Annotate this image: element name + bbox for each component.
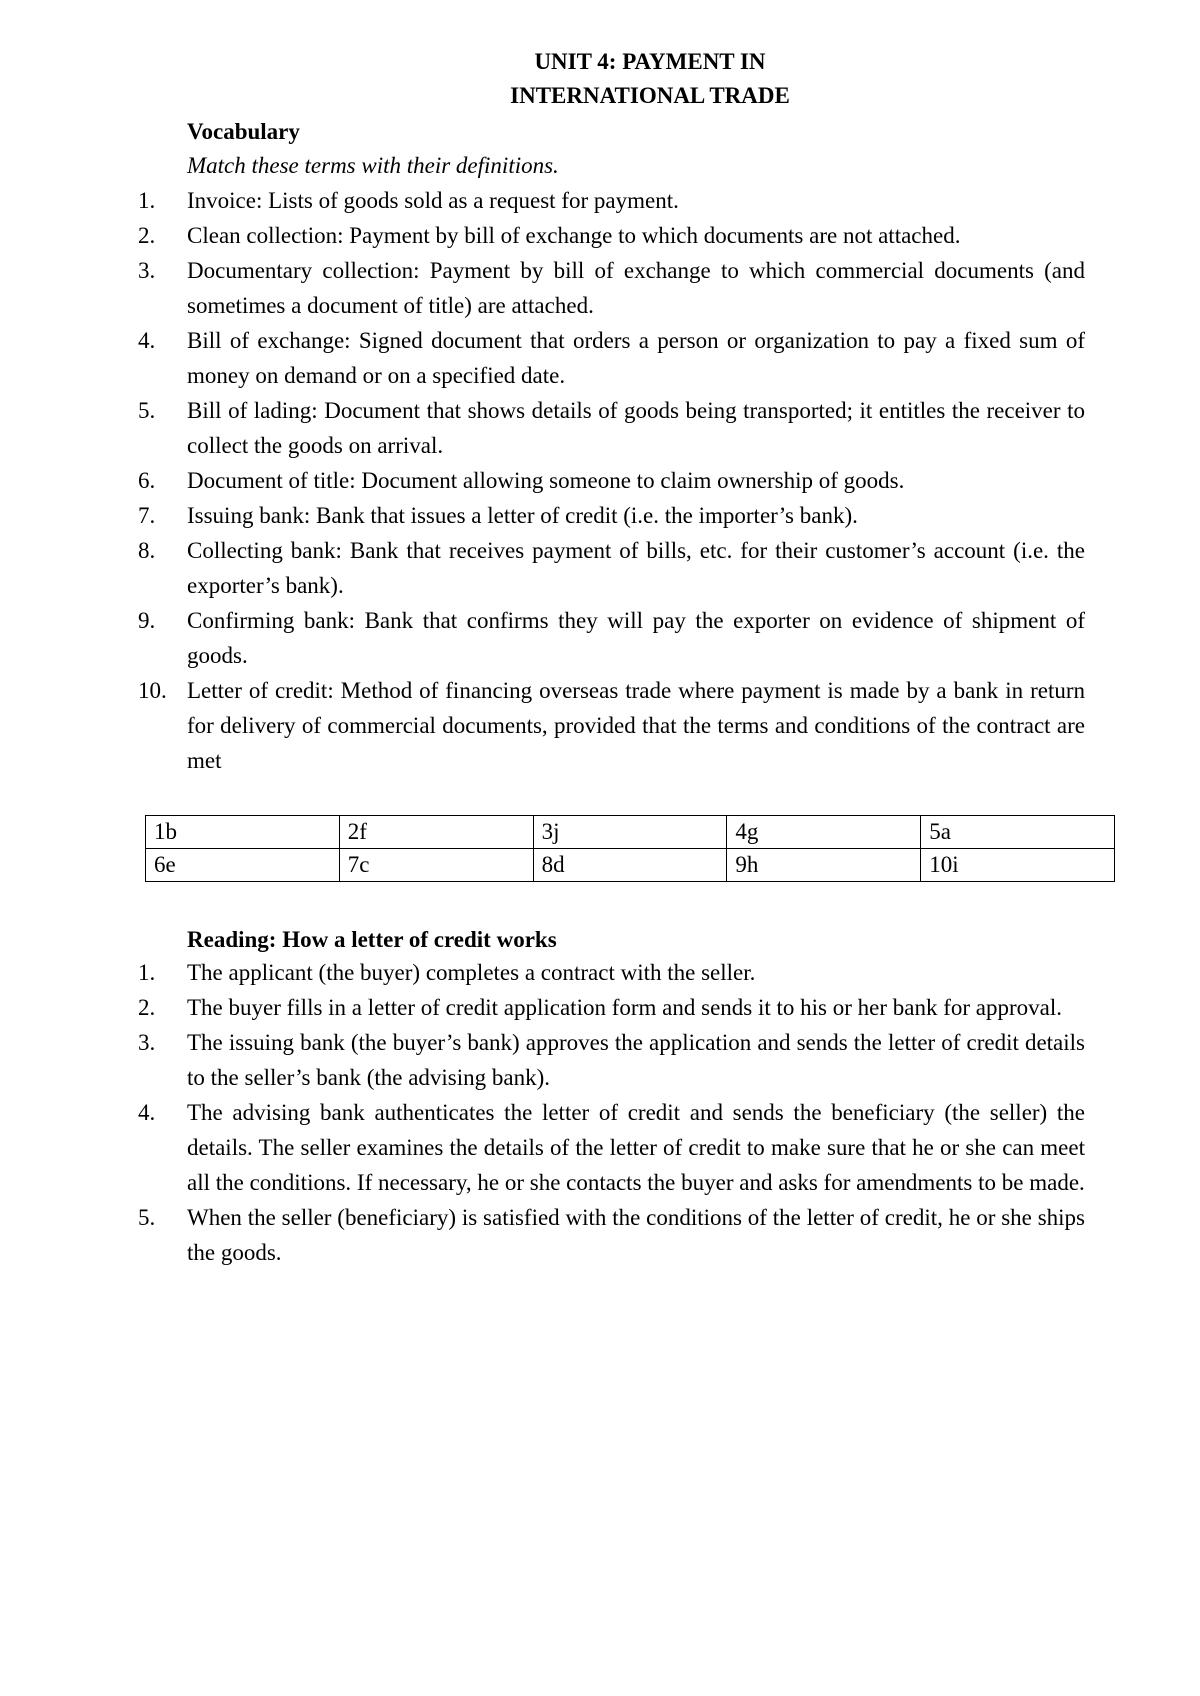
item-number: 4.: [138, 328, 156, 353]
table-cell: 6e: [146, 849, 340, 882]
table-cell: 3j: [533, 816, 727, 849]
item-text: The advising bank authenticates the letter of credit and sends the beneficiary (the seller) the details. The seller examines the details of the letter of credit to make sure that he or she can meet all the conditions. If necessary, he or she contacts the buyer and asks for amendments to be made.: [187, 1100, 1085, 1195]
item-number: 4.: [138, 1100, 156, 1125]
item-text: Document of title: Document allowing someone to claim ownership of goods.: [187, 468, 905, 493]
item-number: 5.: [138, 1205, 156, 1230]
item-text: Collecting bank: Bank that receives payment of bills, etc. for their customer’s account (i.e. the exporter’s bank).: [187, 538, 1085, 598]
table-cell: 4g: [727, 816, 921, 849]
item-text: Bill of lading: Document that shows details of goods being transported; it entitles the receiver to collect the goods on arrival.: [187, 398, 1085, 458]
item-number: 5.: [138, 398, 156, 423]
table-row: [146, 816, 1115, 849]
item-number: 2.: [138, 995, 156, 1020]
item-number: 6.: [138, 468, 156, 493]
item-text: Issuing bank: Bank that issues a letter of credit (i.e. the importer’s bank).: [187, 503, 858, 528]
table-cell: 7c: [339, 849, 533, 882]
vocabulary-item: [0, 463, 1085, 498]
reading-heading: Reading: How a letter of credit works: [187, 927, 557, 952]
item-number: 2.: [138, 223, 156, 248]
vocabulary-item: [0, 533, 1085, 603]
item-number: 10.: [138, 678, 167, 703]
reading-item: [0, 990, 1085, 1025]
vocabulary-item: [0, 253, 1085, 323]
reading-item: [0, 1095, 1085, 1200]
vocabulary-item: [0, 673, 1085, 778]
vocabulary-item: [0, 323, 1085, 393]
table-cell: 5a: [921, 816, 1115, 849]
vocabulary-instruction: Match these terms with their definitions.: [187, 153, 559, 178]
unit-title-line-2: INTERNATIONAL TRADE: [510, 83, 790, 108]
item-number: 1.: [138, 960, 156, 985]
item-text: Clean collection: Payment by bill of exchange to which documents are not attached.: [187, 223, 961, 248]
answer-key-table: [145, 815, 1115, 882]
vocabulary-item: [0, 603, 1085, 673]
reading-item: [0, 955, 1085, 990]
item-text: The buyer fills in a letter of credit application form and sends it to his or her bank for approval.: [187, 995, 1063, 1020]
item-text: Invoice: Lists of goods sold as a request for payment.: [187, 188, 679, 213]
table-cell: 8d: [533, 849, 727, 882]
table-cell: 1b: [146, 816, 340, 849]
reading-item: [0, 1200, 1085, 1270]
item-text: Bill of exchange: Signed document that orders a person or organization to pay a fixed sum of money on demand or on a specified date.: [187, 328, 1085, 388]
item-number: 8.: [138, 538, 156, 563]
item-number: 3.: [138, 1030, 156, 1055]
item-number: 3.: [138, 258, 156, 283]
table-cell: 10i: [921, 849, 1115, 882]
item-text: The issuing bank (the buyer’s bank) approves the application and sends the letter of credit details to the seller’s bank (the advising bank).: [187, 1030, 1085, 1090]
reading-item: [0, 1025, 1085, 1095]
item-number: 1.: [138, 188, 156, 213]
vocabulary-item: [0, 393, 1085, 463]
vocabulary-list: [0, 183, 1085, 778]
item-number: 7.: [138, 503, 156, 528]
item-text: When the seller (beneficiary) is satisfied with the conditions of the letter of credit, he or she ships the goods.: [187, 1205, 1085, 1265]
vocabulary-item: [0, 183, 1085, 218]
item-number: 9.: [138, 608, 156, 633]
table-cell: 9h: [727, 849, 921, 882]
item-text: Letter of credit: Method of financing overseas trade where payment is made by a bank in return for delivery of commercial documents, provided that the terms and conditions of the contract are met: [187, 678, 1085, 773]
item-text: Confirming bank: Bank that confirms they will pay the exporter on evidence of shipment of goods.: [187, 608, 1085, 668]
table-cell: 2f: [339, 816, 533, 849]
vocabulary-heading: Vocabulary: [187, 119, 300, 144]
vocabulary-item: [0, 218, 1085, 253]
unit-title-line-1: UNIT 4: PAYMENT IN: [534, 49, 766, 74]
table-row: [146, 849, 1115, 882]
reading-list: [0, 955, 1085, 1270]
item-text: Documentary collection: Payment by bill of exchange to which commercial documents (and sometimes a document of title) are attached.: [187, 258, 1085, 318]
vocabulary-item: [0, 498, 1085, 533]
item-text: The applicant (the buyer) completes a contract with the seller.: [187, 960, 756, 985]
